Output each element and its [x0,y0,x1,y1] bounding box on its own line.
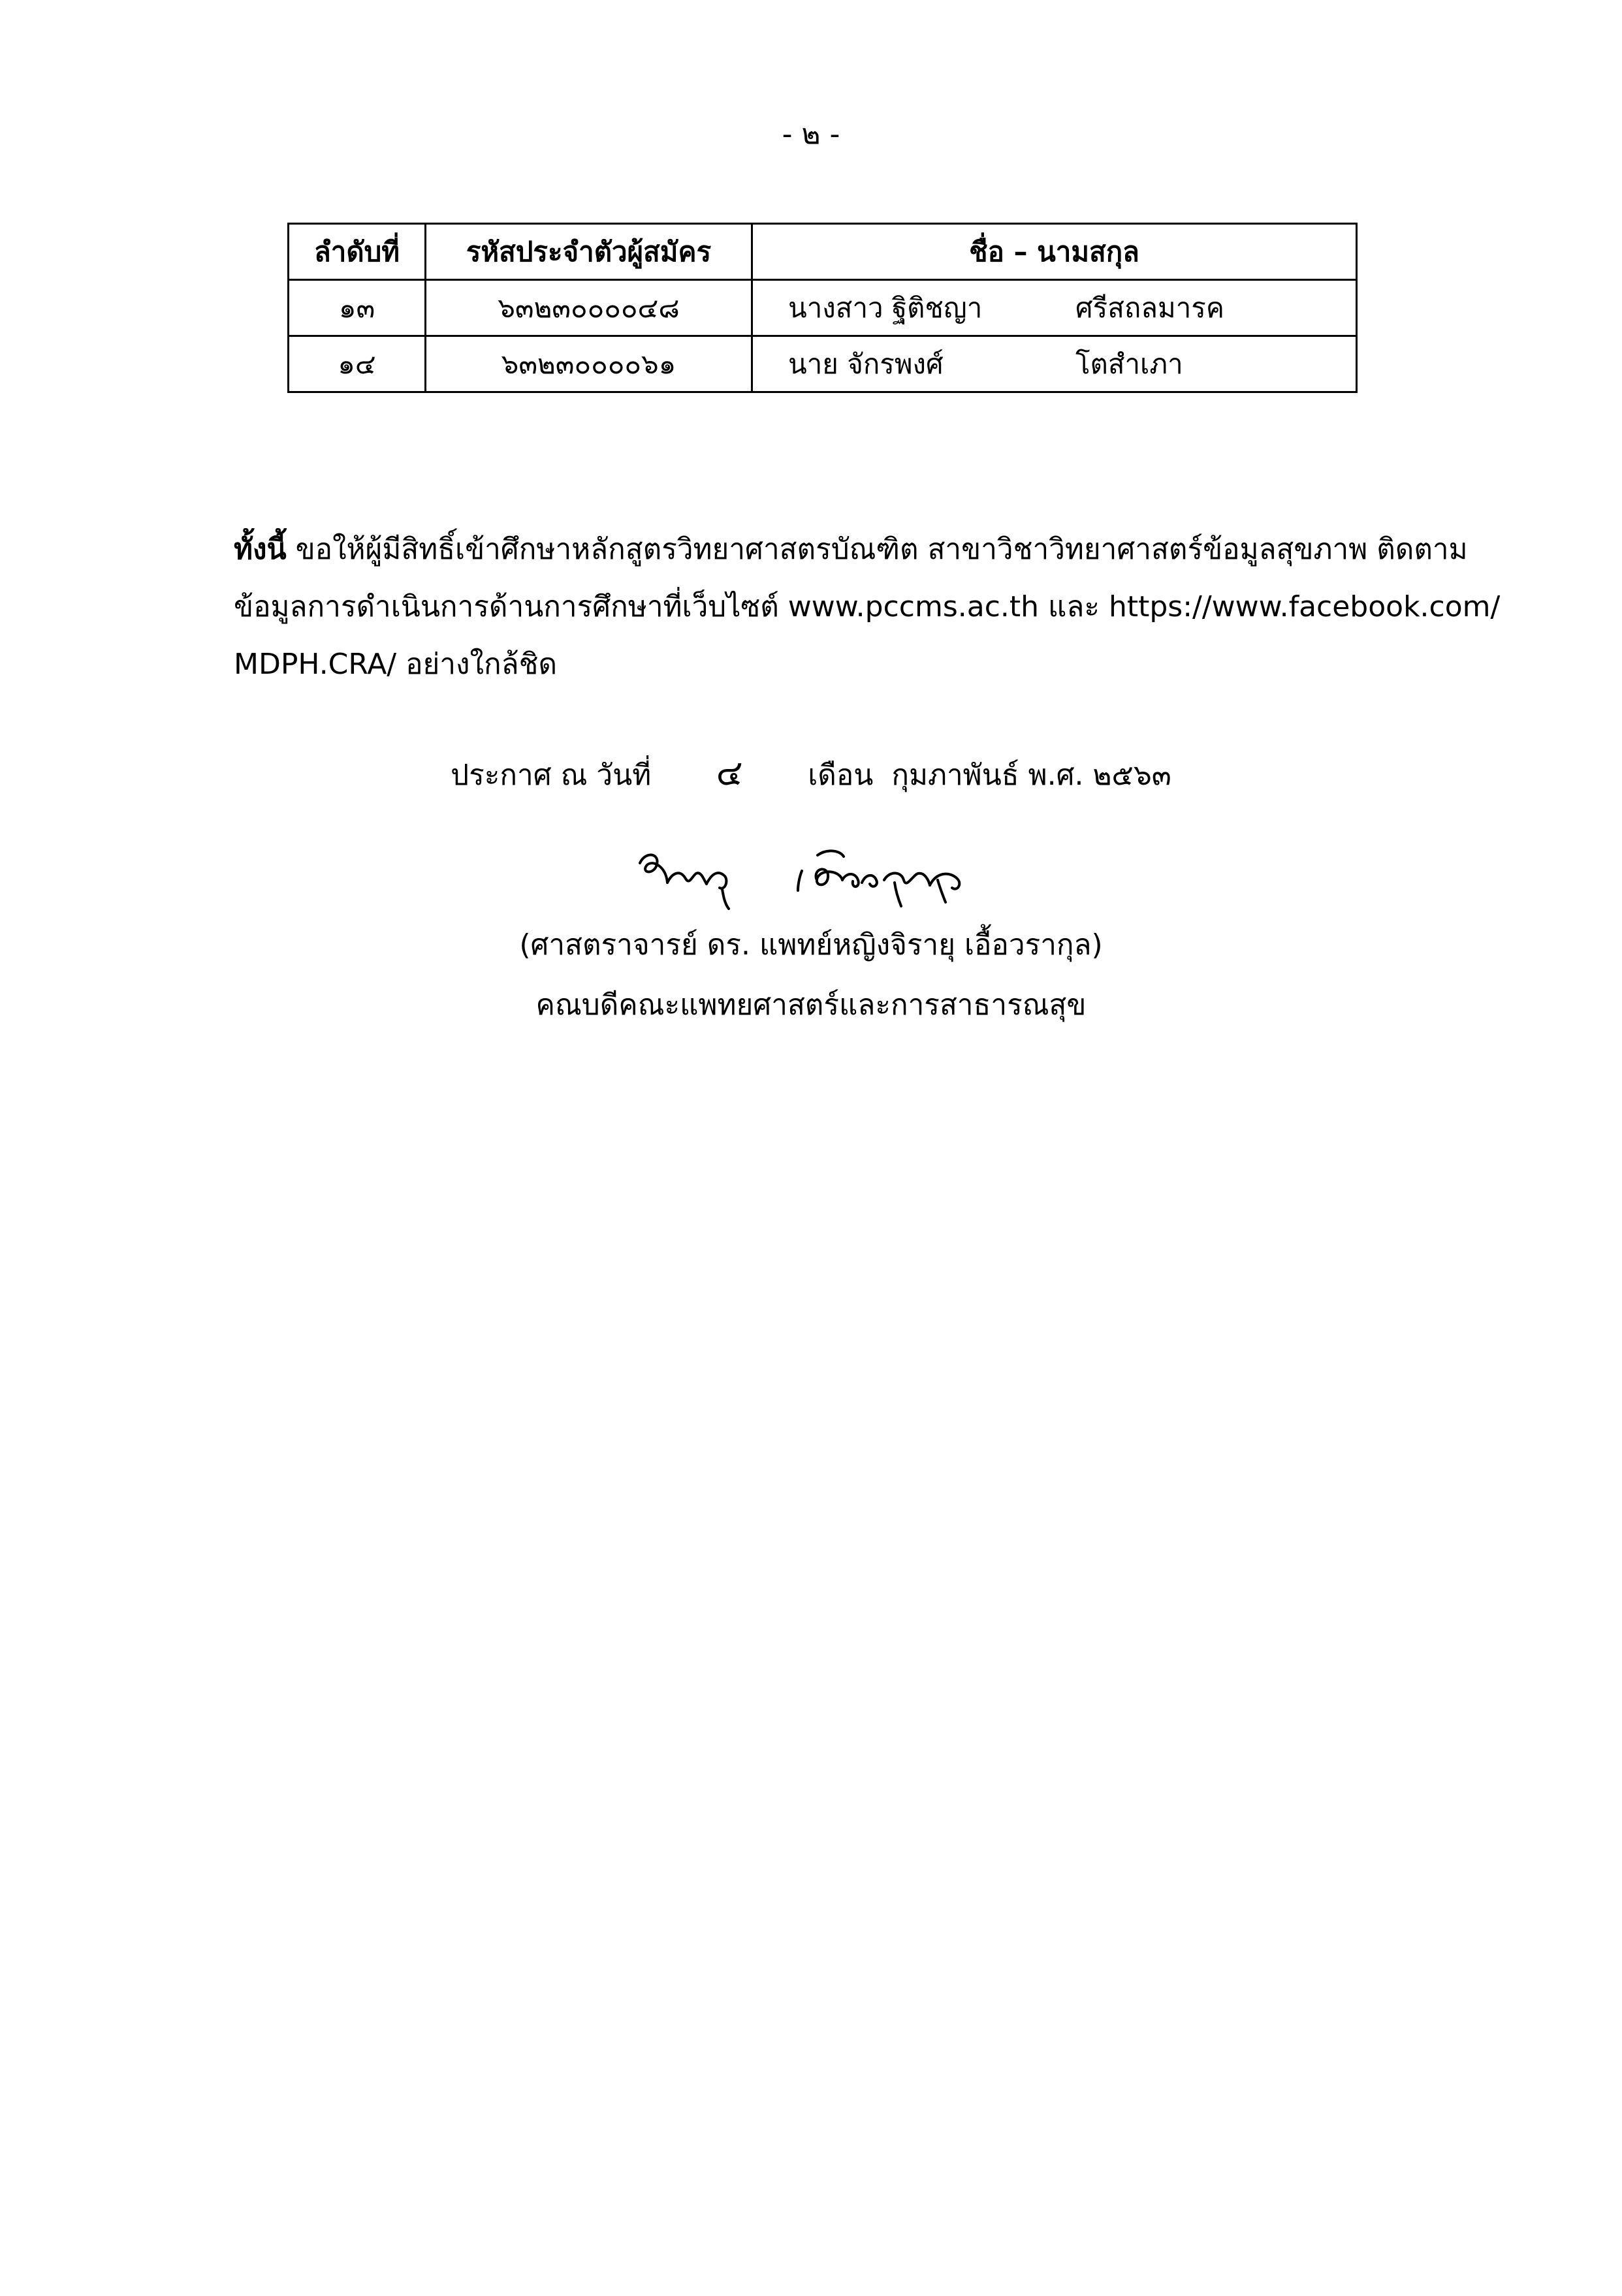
signer-position: คณบดีคณะแพทยศาสตร์และการสาธารณสุข [535,988,1087,1022]
handwritten-signature [627,837,1019,915]
table-row [289,280,1357,336]
announcement-date [0,752,1622,794]
announcement-month-label: เดือน [808,759,874,792]
table-header-row [289,224,1357,280]
announcement-day: ๔ [716,752,743,793]
body-paragraph [234,521,1501,693]
signer-name: (ศาสตราจารย์ ดร. แพทย์หญิงจิรายุ เอื้อวรากุล) [519,928,1103,962]
announcement-prefix: ประกาศ ณ วันที่ [451,759,652,792]
header-order: ลำดับที่ [289,224,426,280]
row-surname: โตสำเภา [1075,347,1183,380]
row-given-name: นาย จักรพงศ์ [788,347,944,380]
row-full-name [752,280,1357,336]
row-full-name [752,336,1357,392]
header-applicant-id: รหัสประจำตัวผู้สมัคร [426,224,752,280]
header-full-name: ชื่อ – นามสกุล [752,224,1357,280]
body-line-1-text: ขอให้ผู้มีสิทธิ์เข้าศึกษาหลักสูตรวิทยาศาสตรบัณฑิต สาขาวิชาวิทยาศาสตร์ข้อมูลสุขภาพ ติดตาม [286,533,1468,566]
table-row [289,336,1357,392]
body-line-1 [234,521,1468,578]
announcement-year: พ.ศ. ๒๕๖๓ [1028,759,1171,792]
row-surname: ศรีสถลมารค [1075,291,1224,324]
body-line-2: ข้อมูลการดำเนินการด้านการศึกษาที่เว็บไซต์ www.pccms.ac.th และ https://www.facebook.com/ [234,590,1501,623]
row-applicant-id: ๖๓๒๓๐๐๐๐๖๑ [426,336,752,392]
page-number: - ๒ - [782,118,840,151]
row-order: ๑๔ [289,336,426,392]
row-order: ๑๓ [289,280,426,336]
announcement-month: กุมภาพันธ์ [891,759,1019,792]
applicant-table [287,223,1358,393]
body-lead-word: ทั้งนี้ [234,533,287,566]
body-line-3: MDPH.CRA/ อย่างใกล้ชิด [234,648,558,681]
row-applicant-id: ๖๓๒๓๐๐๐๐๔๘ [426,280,752,336]
row-given-name: นางสาว ฐิติชญา [788,291,983,324]
